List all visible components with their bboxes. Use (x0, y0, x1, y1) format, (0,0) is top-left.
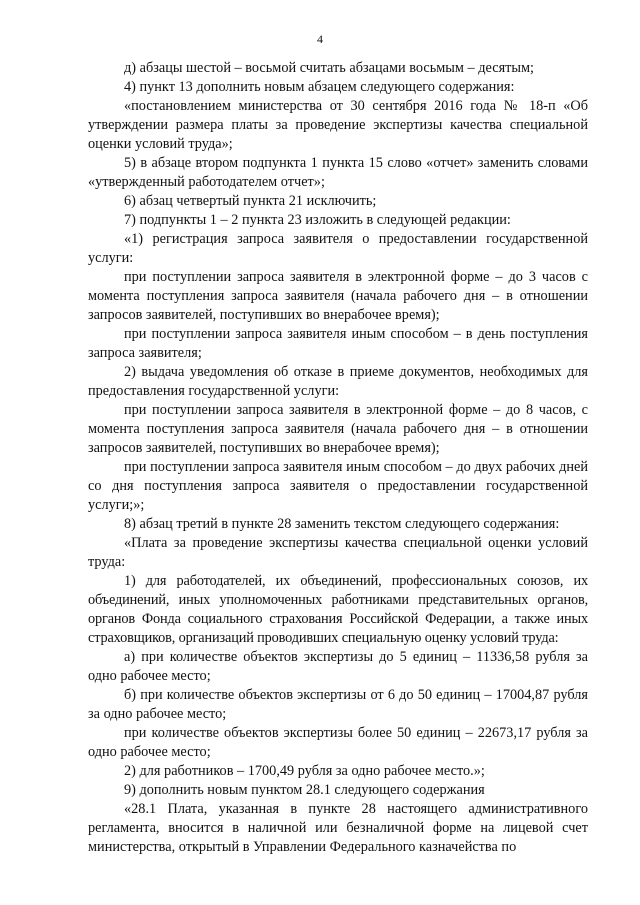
paragraph: «1) регистрация запроса заявителя о предоставлении государственной услуги: (88, 231, 588, 266)
paragraph: 2) выдача уведомления об отказе в приеме документов, необходимых для предоставления государственной услуги: (88, 364, 588, 399)
paragraph: 6) абзац четвертый пункта 21 исключить; (124, 193, 377, 209)
paragraph: а) при количестве объектов экспертизы до 5 единиц – 11336,58 рубля за одно рабочее место; (88, 649, 588, 684)
paragraph: б) при количестве объектов экспертизы от 6 до 50 единиц – 17004,87 рубля за одно рабочее место; (88, 687, 588, 722)
paragraph: при поступлении запроса заявителя в электронной форме – до 3 часов с момента поступления запроса заявителя (начала рабочего дня – в отношении запросов заявителей, поступивших во внерабочее время); (88, 269, 588, 323)
paragraph: д) абзацы шестой – восьмой считать абзацами восьмым – десятым; (124, 60, 535, 76)
paragraph: 7) подпункты 1 – 2 пункта 23 изложить в следующей редакции: (124, 212, 511, 228)
paragraph: 5) в абзаце втором подпункта 1 пункта 15 слово «отчет» заменить словами «утвержденный работодателем отчет»; (88, 155, 588, 190)
paragraph: при поступлении запроса заявителя иным способом – до двух рабочих дней со дня поступления запроса заявителя о предоставлении государственной услуги;»; (88, 459, 588, 513)
paragraph: 1) для работодателей, их объединений, профессиональных союзов, их объединений, иных уполномоченных работниками представительных органов, органов Фонда социального страхования Российской Федерации, а также иных страховщиков, организаций проводивших специальную оценку условий труда: (88, 573, 588, 646)
paragraph: «28.1 Плата, указанная в пункте 28 настоящего административного регламента, вносится в наличной или безналичной форме на лицевой счет министерства, открытый в Управлении Федерального казначейства по (88, 801, 588, 855)
paragraph: «постановлением министерства от 30 сентября 2016 года № 18-п «Об утверждении размера платы за проведение экспертизы качества специальной оценки условий труда»; (88, 98, 588, 152)
page-number: 4 (317, 32, 323, 46)
paragraph: «Плата за проведение экспертизы качества специальной оценки условий труда: (88, 535, 588, 570)
paragraph: 2) для работников – 1700,49 рубля за одно рабочее место.»; (124, 763, 485, 779)
paragraph: при поступлении запроса заявителя иным способом – в день поступления запроса заявителя; (88, 326, 588, 361)
paragraph: при количестве объектов экспертизы более 50 единиц – 22673,17 рубля за одно рабочее место; (88, 725, 588, 760)
paragraph: при поступлении запроса заявителя в электронной форме – до 8 часов, с момента поступления запроса заявителя (начала рабочего дня – в отношении запросов заявителей, поступивших во внерабочее время); (88, 402, 588, 456)
paragraph: 8) абзац третий в пункте 28 заменить текстом следующего содержания: (124, 516, 560, 532)
paragraph: 4) пункт 13 дополнить новым абзацем следующего содержания: (124, 79, 515, 95)
document-body (88, 59, 588, 857)
paragraph: 9) дополнить новым пунктом 28.1 следующего содержания (124, 782, 485, 798)
